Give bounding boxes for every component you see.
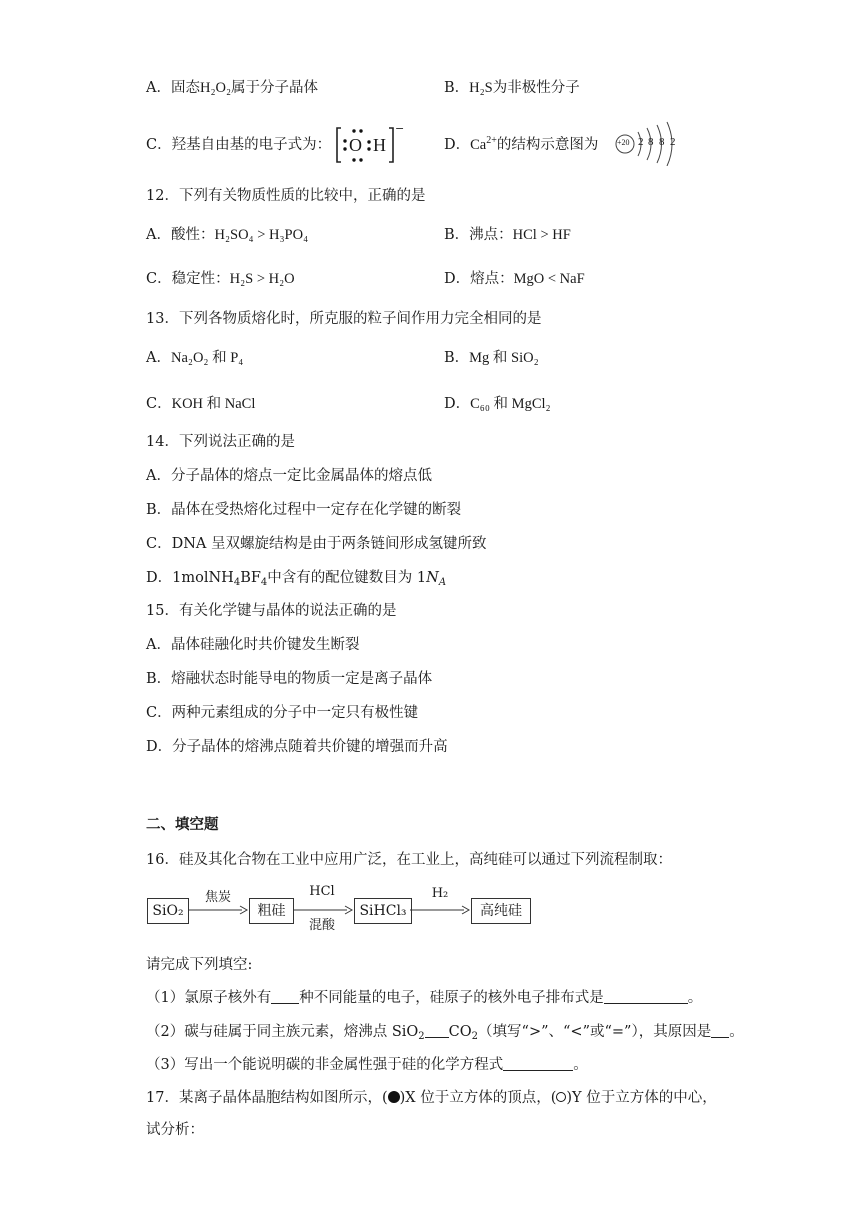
hollow-circle-icon	[556, 1092, 566, 1102]
q13-option-b-expr: Mg 和 SiO₂	[469, 350, 539, 366]
shell-3-electrons: 8	[659, 136, 665, 148]
q16-part3-text-b: 。	[573, 1057, 588, 1073]
q13-option-a-expr: Na₂O₂ 和 P₄	[170, 350, 244, 366]
q13-stem: 13．下列各物质熔化时，所克服的粒子间作用力完全相同的是	[146, 311, 542, 327]
q14-option-d-sub2: 4	[260, 577, 268, 588]
flow-arrow1-icon	[188, 904, 248, 916]
q16-part2-sub1: 2	[418, 1031, 425, 1042]
q14-option-d	[146, 568, 446, 588]
q13-option-c-prefix: C．	[146, 396, 172, 412]
q11-option-a-text: 属于分子晶体	[231, 80, 319, 96]
hydroxyl-electron-formula	[335, 122, 405, 166]
q13-option-a-prefix: A．	[146, 350, 171, 366]
q11-option-b-prefix: B．	[444, 80, 470, 96]
q12-stem: 12．下列有关物质性质的比较中，正确的是	[146, 188, 426, 204]
charge-sign: −	[395, 122, 405, 135]
q13-option-b	[444, 348, 539, 368]
q16-part3-text-a: （3）写出一个能说明碳的非金属性强于硅的化学方程式	[146, 1057, 504, 1073]
q16-part1	[146, 988, 702, 1008]
q12-option-b-prefix: B．沸点：	[444, 227, 513, 243]
avogadro-subscript: A	[438, 577, 447, 588]
q13-option-c-expr: KOH 和 NaCl	[171, 396, 256, 412]
q15-option-a: A．晶体硅融化时共价键发生断裂	[146, 637, 360, 653]
flow-arrow3-label: H₂	[431, 886, 449, 901]
q15-option-d: D．分子晶体的熔沸点随着共价键的增强而升高	[146, 739, 448, 755]
q14-stem: 14．下列说法正确的是	[146, 434, 295, 450]
q16-intro: 请完成下列填空:	[146, 957, 253, 973]
q13-option-b-prefix: B．	[444, 350, 470, 366]
flow-box-pure-si: 高纯硅	[471, 898, 531, 924]
q11-option-d-text: 的结构示意图为	[496, 137, 599, 153]
q17-text-a: 17．某离子晶体晶胞结构如图所示，(	[146, 1090, 388, 1106]
q15-option-c: C．两种元素组成的分子中一定只有极性键	[146, 705, 419, 721]
flow-arrow2-bottom-label: 混酸	[308, 918, 335, 933]
q16-part1-text-a: （1）氯原子核外有	[146, 990, 272, 1006]
q16-part2-sub2: 2	[471, 1031, 479, 1042]
q11-option-a-formula: H₂O₂	[199, 80, 232, 96]
q16-part2	[146, 1022, 744, 1042]
q13-option-d	[444, 394, 551, 414]
section-title: 二、填空题	[146, 816, 219, 833]
q12-option-c	[146, 269, 295, 289]
oxygen-symbol: O	[349, 135, 362, 155]
q11-option-c	[146, 135, 331, 155]
flow-arrow1-label: 焦炭	[204, 890, 231, 905]
q11-option-b	[444, 78, 580, 98]
answer-blank-2[interactable]	[604, 989, 688, 1004]
shell-1-electrons: 2	[638, 136, 644, 148]
q15-stem: 15．有关化学键与晶体的说法正确的是	[146, 603, 397, 619]
q16-stem: 16．硅及其化合物在工业中应用广泛，在工业上，高纯硅可以通过下列流程制取：	[146, 852, 672, 868]
flow-box-crude-si: 粗硅	[249, 898, 294, 924]
q16-part2-text-a: （2）碳与硅属于同主族元素，熔沸点 SiO	[146, 1024, 419, 1040]
q12-option-d-prefix: D．熔点：	[444, 271, 514, 287]
shell-4-electrons: 2	[670, 136, 676, 148]
flow-box-sio2: SiO₂	[147, 898, 189, 924]
q12-option-c-prefix: C．稳定性：	[146, 271, 230, 287]
q16-part3	[146, 1055, 588, 1075]
q17-text-b: )X 位于立方体的顶点，(	[399, 1090, 557, 1106]
answer-blank-4[interactable]	[711, 1023, 729, 1038]
q17-line2: 试分析：	[146, 1122, 204, 1138]
filled-circle-icon	[388, 1091, 400, 1103]
q13-option-d-prefix: D．	[444, 396, 471, 412]
calcium-ion-symbol: Ca	[470, 137, 487, 153]
avogadro-symbol: N	[426, 570, 439, 586]
q16-part2-text-c: （填写“>”、“<”或“=”），其原因是	[478, 1024, 712, 1040]
q13-option-d-expr: C₆₀ 和 MgCl₂	[470, 396, 551, 412]
q12-option-a	[146, 225, 308, 245]
shell-2-electrons: 8	[648, 136, 654, 148]
flow-arrow2-top-label: HCl	[309, 884, 335, 899]
q11-option-d-prefix: D．	[444, 137, 471, 153]
electron-formula-bracket-icon	[335, 124, 401, 166]
q14-option-a: A．分子晶体的熔点一定比金属晶体的熔点低	[146, 468, 432, 484]
q14-option-d-sub1: 4	[233, 577, 241, 588]
q14-option-b: B．晶体在受热熔化过程中一定存在化学键的断裂	[146, 502, 462, 518]
q13-option-a	[146, 348, 243, 368]
q11-option-a	[146, 78, 318, 98]
flow-arrow3-icon	[410, 904, 470, 916]
q12-option-b-expr: HCl > HF	[512, 227, 571, 243]
q12-option-b	[444, 225, 571, 245]
q14-option-d-prefix: D．1molNH	[146, 570, 234, 586]
nucleus-charge: +20	[617, 138, 630, 147]
q11-option-d	[444, 135, 598, 155]
q11-option-b-text: 为非极性分子	[492, 80, 580, 96]
q17-text-c: )Y 位于立方体的中心，	[566, 1090, 717, 1106]
q16-part1-text-b: 种不同能量的电子，硅原子的核外电子排布式是	[299, 990, 604, 1006]
calcium-ion-charge: 2+	[486, 135, 497, 146]
q11-option-c-text: C．羟基自由基的电子式为：	[146, 137, 332, 153]
q13-option-c	[146, 394, 255, 414]
q14-option-c: C．DNA 呈双螺旋结构是由于两条链间形成氢键所致	[146, 536, 487, 552]
q14-option-d-text: 中含有的配位键数目为 1	[267, 570, 427, 586]
q12-option-a-prefix: A．酸性：	[146, 227, 215, 243]
flow-box-sihcl3: SiHCl₃	[354, 898, 412, 924]
q16-part2-text-d: 。	[729, 1024, 744, 1040]
q11-option-a-prefix: A．固态	[146, 80, 200, 96]
q17-line1	[146, 1088, 717, 1108]
q12-option-c-expr: H₂S > H₂O	[229, 271, 295, 287]
q12-option-d	[444, 269, 585, 289]
answer-blank-1[interactable]	[271, 989, 299, 1004]
hydrogen-symbol: H	[373, 135, 386, 155]
q12-option-a-expr: H₂SO₄ > H₃PO₄	[214, 227, 309, 243]
q14-option-d-mid: BF	[240, 570, 261, 586]
calcium-ion-structure-diagram	[614, 120, 684, 166]
q11-option-b-formula: H₂S	[469, 80, 493, 96]
answer-blank-5[interactable]	[503, 1056, 573, 1071]
q15-option-b: B．熔融状态时能导电的物质一定是离子晶体	[146, 671, 433, 687]
answer-blank-3[interactable]	[425, 1023, 449, 1038]
q16-part2-text-b: CO	[448, 1024, 472, 1040]
q16-part1-text-c: 。	[687, 990, 703, 1006]
q12-option-d-expr: MgO < NaF	[513, 271, 585, 287]
